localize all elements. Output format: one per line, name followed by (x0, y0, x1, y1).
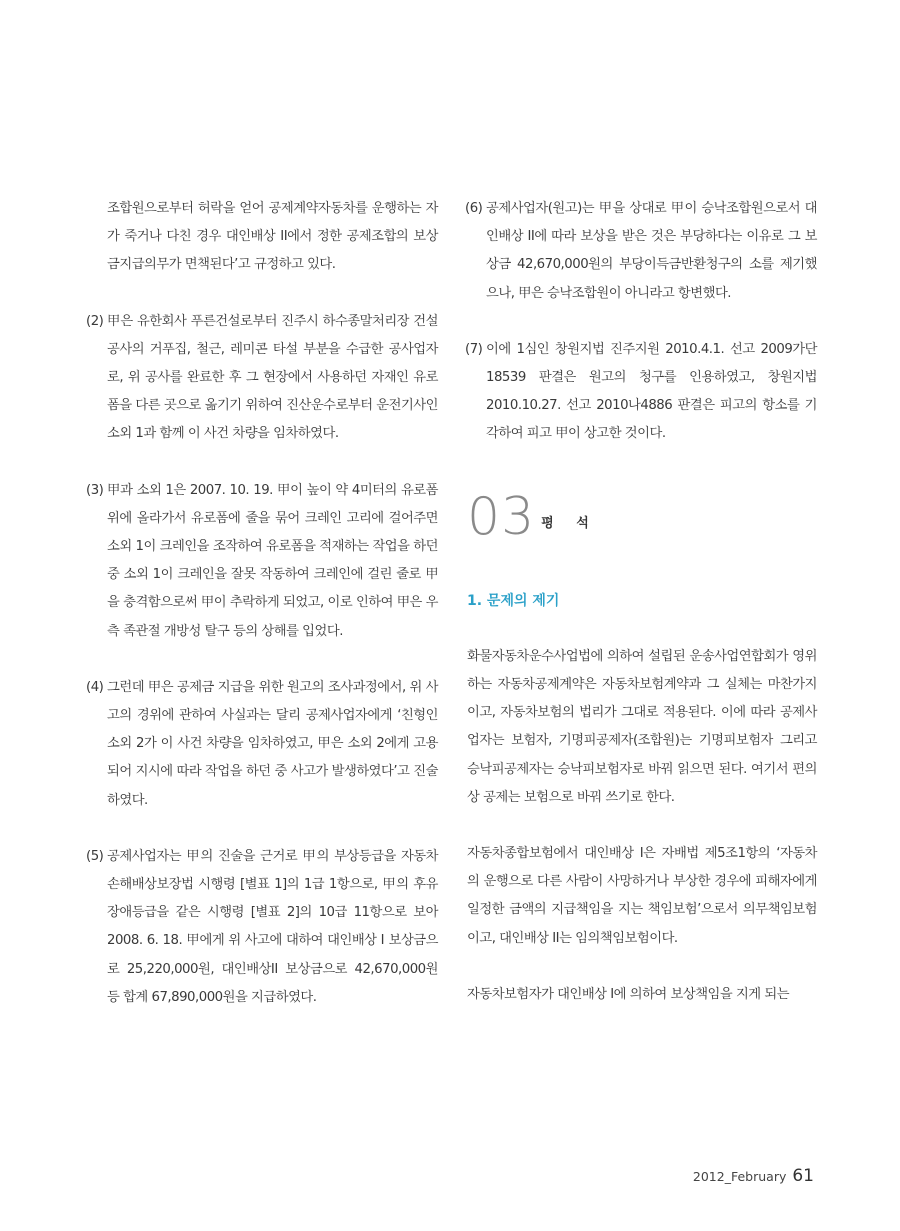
paragraph: 화물자동차운수사업법에 의하여 설립된 운송사업연합회가 영위하는 자동차공제계약은 자동차보험계약과 그 실체는 마찬가지이고, 자동차보험의 법리가 그대로 적용된다. 이에 따라 공제사업자는 보험자, 기명피공제자(조합원)는 기명피보험자 그리고 승낙피공제자는 승낙피보험자로 바꿔 읽으면 된다. 여기서 편의상 공제는 보험으로 바꿔 쓰기로 한다. (467, 648, 817, 805)
item-number: (4) (86, 679, 104, 695)
list-item (86, 308, 438, 449)
section-title: 평 석 (541, 516, 598, 532)
subheading: 1. 문제의 제기 (467, 592, 560, 609)
item-text: 공제사업자(원고)는 甲을 상대로 甲이 승낙조합원으로서 대인배상 II에 따라 보상을 받은 것은 부당하다는 이유로 그 보상금 42,670,000원의 부당이득금반환청구의 소를 제기했으나, 甲은 승낙조합원이 아니라고 항변했다. (486, 201, 817, 301)
list-item (86, 843, 438, 1012)
section-number: 03 (467, 486, 536, 547)
list-item (465, 195, 817, 308)
item-number: (5) (86, 848, 104, 864)
item-number: (7) (465, 341, 483, 357)
paragraph: 자동차보험자가 대인배상 I에 의하여 보상책임을 지게 되는 (467, 986, 790, 1002)
list-item (86, 674, 438, 815)
right-column (465, 195, 817, 1037)
item-text: 공제사업자는 甲의 진술을 근거로 甲의 부상등급을 자동차손해배상보장법 시행령 [별표 1]의 1급 1항으로, 甲의 후유장애등급을 같은 시행령 [별표 2]의 10급 11항으로 보아 2008. 6. 18. 甲에게 위 사고에 대하여 대인배상 Ⅰ 보상금으로 25,220,000원, 대인배상II 보상금으로 42,670,000원 등 합계 67,890,000원을 지급하였다. (107, 848, 438, 1005)
left-column (86, 195, 438, 1040)
paragraph: 자동차종합보험에서 대인배상 I은 자배법 제5조1항의 ‘자동차의 운행으로 다른 사람이 사망하거나 부상한 경우에 피해자에게 일정한 금액의 지급책임을 지는 책임보험’으로서 의무책임보험이고, 대인배상 II는 임의책임보험이다. (467, 846, 817, 946)
item-number: (2) (86, 313, 104, 329)
page-footer (693, 1166, 814, 1186)
issue-label: 2012_February (692, 1169, 787, 1184)
item-text: 그런데 甲은 공제금 지급을 위한 원고의 조사과정에서, 위 사고의 경위에 관하여 사실과는 달리 공제사업자에게 ‘친형인 소외 2가 이 사건 차량을 임차하였고, 甲은 소외 2에게 고용되어 지시에 따라 작업을 하던 중 사고가 발생하였다’고 진술하였다. (107, 679, 438, 808)
item-text: 이에 1심인 창원지법 진주지원 2010.4.1. 선고 2009가단18539 판결은 원고의 청구를 인용하였고, 창원지법 2010.10.27. 선고 2010나4886 판결은 피고의 항소를 기각하여 피고 甲이 상고한 것이다. (486, 341, 817, 442)
item-text: 甲과 소외 1은 2007. 10. 19. 甲이 높이 약 4미터의 유로폼 위에 올라가서 유로폼에 줄을 묶어 크레인 고리에 걸어주면 소외 1이 크레인을 조작하여 유로폼을 적재하는 작업을 하던 중 소외 1이 크레인을 잘못 작동하여 크레인에 걸린 줄로 甲을 충격함으로써 甲이 추락하게 되었고, 이로 인하여 甲은 우측 족관절 개방성 탈구 등의 상해를 입었다. (107, 482, 438, 639)
list-item (86, 477, 438, 646)
list-item (465, 336, 817, 449)
page-number: 61 (792, 1166, 814, 1186)
item-text: 甲은 유한회사 푸른건설로부터 진주시 하수종말처리장 건설공사의 거푸집, 철근, 레미콘 타설 부분을 수급한 공사업자로, 위 공사를 완료한 후 그 현장에서 사용하던 자재인 유로폼을 다른 곳으로 옮기기 위하여 진산운수로부터 운전기사인 소외 1과 함께 이 사건 차량을 임차하였다. (107, 313, 438, 442)
item-number: (6) (465, 201, 483, 216)
item-number: (3) (86, 482, 104, 498)
intro-continuation: 조합원으로부터 허락을 얻어 공제계약자동차를 운행하는 자가 죽거나 다친 경우 대인배상 II에서 정한 공제조합의 보상금지급의무가 면책된다’고 규정하고 있다. (107, 201, 438, 273)
section-heading (467, 481, 817, 547)
